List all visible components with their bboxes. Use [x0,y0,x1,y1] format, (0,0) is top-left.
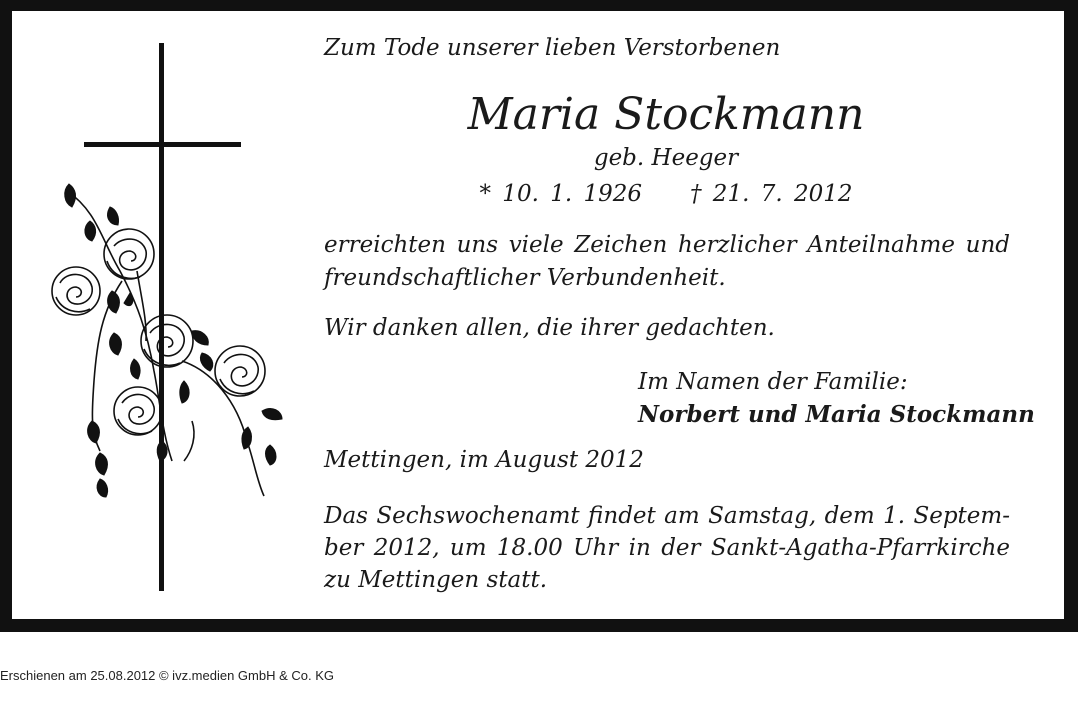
service-info: Das Sechswochenamt findet am Samstag, dem 1. Septem-ber 2012, um 18.00 Uhr in der Sankt-Agatha-Pfarrkirche zu Mettingen statt. [324,503,1010,593]
publication-credit: Erschienen am 25.08.2012 © ivz.medien GmbH & Co. KG [0,668,335,683]
birth-date: * 10. 1. 1926 [479,181,642,207]
maiden-name: geb. Heeger [593,145,739,171]
signature-names: Norbert und Maria Stockmann [638,401,1035,428]
cross-icon [84,43,241,591]
place-date: Mettingen, im August 2012 [324,447,644,473]
death-date: † 21. 7. 2012 [690,181,853,207]
thanks-text: erreichten uns viele Zeichen herzlicher Anteilnahme und freundschaftlicher Verbundenheit. [324,232,1010,291]
obituary-card [12,11,1064,619]
signature-label: Im Namen der Familie: [638,369,908,395]
intro-line: Zum Tode unserer lieben Verstorbenen [324,35,781,61]
cross-with-roses-icon [42,41,292,611]
life-dates [324,181,1008,207]
gratitude-text: Wir danken allen, die ihrer gedachten. [324,315,775,341]
deceased-name: Maria Stockmann [467,89,865,140]
